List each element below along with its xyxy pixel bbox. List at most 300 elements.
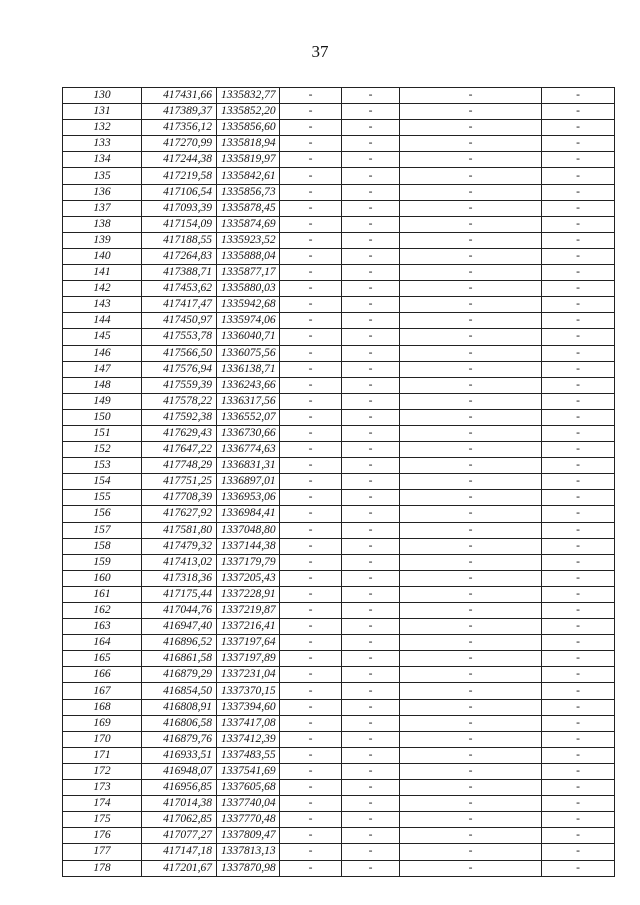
dash-cell: - <box>280 619 342 635</box>
y-coordinate-cell: 1337370,15 <box>217 683 280 699</box>
dash-cell: - <box>280 377 342 393</box>
point-number-cell: 131 <box>63 104 142 120</box>
x-coordinate-cell: 416948,07 <box>142 763 217 779</box>
dash-cell: - <box>280 409 342 425</box>
table-row <box>63 184 615 200</box>
point-number-cell: 149 <box>63 393 142 409</box>
dash-cell: - <box>542 683 615 699</box>
dash-cell: - <box>342 506 400 522</box>
dash-cell: - <box>280 458 342 474</box>
dash-cell: - <box>400 699 542 715</box>
table-row <box>63 522 615 538</box>
x-coordinate-cell: 417627,92 <box>142 506 217 522</box>
x-coordinate-cell: 416879,29 <box>142 667 217 683</box>
dash-cell: - <box>542 329 615 345</box>
point-number-cell: 173 <box>63 780 142 796</box>
x-coordinate-cell: 417592,38 <box>142 409 217 425</box>
point-number-cell: 146 <box>63 345 142 361</box>
point-number-cell: 167 <box>63 683 142 699</box>
y-coordinate-cell: 1335856,60 <box>217 120 280 136</box>
x-coordinate-cell: 417553,78 <box>142 329 217 345</box>
point-number-cell: 169 <box>63 715 142 731</box>
y-coordinate-cell: 1336730,66 <box>217 425 280 441</box>
dash-cell: - <box>342 329 400 345</box>
table-row <box>63 651 615 667</box>
point-number-cell: 144 <box>63 313 142 329</box>
x-coordinate-cell: 416947,40 <box>142 619 217 635</box>
dash-cell: - <box>542 361 615 377</box>
dash-cell: - <box>400 409 542 425</box>
dash-cell: - <box>542 667 615 683</box>
y-coordinate-cell: 1335877,17 <box>217 265 280 281</box>
table-row <box>63 265 615 281</box>
dash-cell: - <box>280 796 342 812</box>
y-coordinate-cell: 1337770,48 <box>217 812 280 828</box>
dash-cell: - <box>400 844 542 860</box>
dash-cell: - <box>400 248 542 264</box>
x-coordinate-cell: 417450,97 <box>142 313 217 329</box>
point-number-cell: 178 <box>63 860 142 876</box>
point-number-cell: 158 <box>63 538 142 554</box>
dash-cell: - <box>400 796 542 812</box>
dash-cell: - <box>280 425 342 441</box>
point-number-cell: 134 <box>63 152 142 168</box>
table-row <box>63 200 615 216</box>
dash-cell: - <box>342 796 400 812</box>
dash-cell: - <box>342 216 400 232</box>
dash-cell: - <box>280 442 342 458</box>
y-coordinate-cell: 1335852,20 <box>217 104 280 120</box>
y-coordinate-cell: 1335819,97 <box>217 152 280 168</box>
dash-cell: - <box>542 554 615 570</box>
dash-cell: - <box>280 780 342 796</box>
y-coordinate-cell: 1335942,68 <box>217 297 280 313</box>
table-row <box>63 860 615 876</box>
point-number-cell: 154 <box>63 474 142 490</box>
dash-cell: - <box>342 88 400 104</box>
point-number-cell: 165 <box>63 651 142 667</box>
table-row <box>63 104 615 120</box>
point-number-cell: 170 <box>63 731 142 747</box>
dash-cell: - <box>400 329 542 345</box>
y-coordinate-cell: 1336138,71 <box>217 361 280 377</box>
dash-cell: - <box>280 168 342 184</box>
dash-cell: - <box>280 265 342 281</box>
dash-cell: - <box>400 860 542 876</box>
table-row <box>63 313 615 329</box>
table-row <box>63 763 615 779</box>
table-body <box>63 88 615 877</box>
x-coordinate-cell: 417629,43 <box>142 425 217 441</box>
point-number-cell: 132 <box>63 120 142 136</box>
table-row <box>63 747 615 763</box>
x-coordinate-cell: 417077,27 <box>142 828 217 844</box>
dash-cell: - <box>342 377 400 393</box>
x-coordinate-cell: 417188,55 <box>142 232 217 248</box>
point-number-cell: 176 <box>63 828 142 844</box>
table-row <box>63 570 615 586</box>
table-row <box>63 297 615 313</box>
dash-cell: - <box>542 619 615 635</box>
dash-cell: - <box>542 248 615 264</box>
y-coordinate-cell: 1335832,77 <box>217 88 280 104</box>
point-number-cell: 171 <box>63 747 142 763</box>
dash-cell: - <box>342 393 400 409</box>
dash-cell: - <box>542 313 615 329</box>
table-row <box>63 538 615 554</box>
y-coordinate-cell: 1335878,45 <box>217 200 280 216</box>
x-coordinate-cell: 417201,67 <box>142 860 217 876</box>
x-coordinate-cell: 417044,76 <box>142 603 217 619</box>
dash-cell: - <box>542 699 615 715</box>
table-row <box>63 120 615 136</box>
dash-cell: - <box>342 474 400 490</box>
dash-cell: - <box>542 442 615 458</box>
y-coordinate-cell: 1337740,04 <box>217 796 280 812</box>
dash-cell: - <box>542 780 615 796</box>
table-row <box>63 554 615 570</box>
y-coordinate-cell: 1336953,06 <box>217 490 280 506</box>
y-coordinate-cell: 1337412,39 <box>217 731 280 747</box>
dash-cell: - <box>280 281 342 297</box>
y-coordinate-cell: 1336075,56 <box>217 345 280 361</box>
dash-cell: - <box>542 184 615 200</box>
dash-cell: - <box>400 281 542 297</box>
dash-cell: - <box>342 699 400 715</box>
x-coordinate-cell: 417318,36 <box>142 570 217 586</box>
y-coordinate-cell: 1337605,68 <box>217 780 280 796</box>
dash-cell: - <box>280 651 342 667</box>
table-row <box>63 88 615 104</box>
x-coordinate-cell: 417014,38 <box>142 796 217 812</box>
y-coordinate-cell: 1335888,04 <box>217 248 280 264</box>
point-number-cell: 156 <box>63 506 142 522</box>
x-coordinate-cell: 417264,83 <box>142 248 217 264</box>
dash-cell: - <box>342 442 400 458</box>
dash-cell: - <box>342 538 400 554</box>
dash-cell: - <box>342 619 400 635</box>
y-coordinate-cell: 1335842,61 <box>217 168 280 184</box>
point-number-cell: 135 <box>63 168 142 184</box>
x-coordinate-cell: 417576,94 <box>142 361 217 377</box>
dash-cell: - <box>280 88 342 104</box>
table-row <box>63 458 615 474</box>
dash-cell: - <box>400 345 542 361</box>
dash-cell: - <box>400 216 542 232</box>
dash-cell: - <box>400 152 542 168</box>
dash-cell: - <box>542 570 615 586</box>
page-number: 37 <box>311 42 329 61</box>
y-coordinate-cell: 1336243,66 <box>217 377 280 393</box>
dash-cell: - <box>342 184 400 200</box>
point-number-cell: 141 <box>63 265 142 281</box>
dash-cell: - <box>542 860 615 876</box>
dash-cell: - <box>542 281 615 297</box>
x-coordinate-cell: 417559,39 <box>142 377 217 393</box>
dash-cell: - <box>542 345 615 361</box>
y-coordinate-cell: 1337205,43 <box>217 570 280 586</box>
dash-cell: - <box>342 361 400 377</box>
point-number-cell: 151 <box>63 425 142 441</box>
y-coordinate-cell: 1337179,79 <box>217 554 280 570</box>
table-row <box>63 490 615 506</box>
dash-cell: - <box>342 844 400 860</box>
point-number-cell: 150 <box>63 409 142 425</box>
dash-cell: - <box>542 168 615 184</box>
table-row <box>63 474 615 490</box>
y-coordinate-cell: 1337813,13 <box>217 844 280 860</box>
dash-cell: - <box>400 667 542 683</box>
dash-cell: - <box>342 168 400 184</box>
table-row <box>63 442 615 458</box>
y-coordinate-cell: 1336774,63 <box>217 442 280 458</box>
x-coordinate-cell: 417244,38 <box>142 152 217 168</box>
dash-cell: - <box>342 683 400 699</box>
point-number-cell: 130 <box>63 88 142 104</box>
dash-cell: - <box>400 651 542 667</box>
table-row <box>63 603 615 619</box>
x-coordinate-cell: 417270,99 <box>142 136 217 152</box>
dash-cell: - <box>280 635 342 651</box>
dash-cell: - <box>400 522 542 538</box>
table-row <box>63 232 615 248</box>
dash-cell: - <box>342 586 400 602</box>
dash-cell: - <box>280 683 342 699</box>
table-row <box>63 796 615 812</box>
y-coordinate-cell: 1336552,07 <box>217 409 280 425</box>
x-coordinate-cell: 417479,32 <box>142 538 217 554</box>
x-coordinate-cell: 417106,54 <box>142 184 217 200</box>
x-coordinate-cell: 417751,25 <box>142 474 217 490</box>
y-coordinate-cell: 1337197,64 <box>217 635 280 651</box>
y-coordinate-cell: 1337541,69 <box>217 763 280 779</box>
dash-cell: - <box>280 120 342 136</box>
dash-cell: - <box>542 715 615 731</box>
dash-cell: - <box>280 136 342 152</box>
y-coordinate-cell: 1336317,56 <box>217 393 280 409</box>
y-coordinate-cell: 1335880,03 <box>217 281 280 297</box>
dash-cell: - <box>542 425 615 441</box>
table-row <box>63 506 615 522</box>
dash-cell: - <box>400 88 542 104</box>
x-coordinate-cell: 416896,52 <box>142 635 217 651</box>
dash-cell: - <box>280 522 342 538</box>
dash-cell: - <box>542 377 615 393</box>
point-number-cell: 160 <box>63 570 142 586</box>
y-coordinate-cell: 1336040,71 <box>217 329 280 345</box>
dash-cell: - <box>280 232 342 248</box>
y-coordinate-cell: 1336897,01 <box>217 474 280 490</box>
dash-cell: - <box>280 216 342 232</box>
x-coordinate-cell: 417219,58 <box>142 168 217 184</box>
dash-cell: - <box>342 281 400 297</box>
x-coordinate-cell: 417389,37 <box>142 104 217 120</box>
dash-cell: - <box>542 136 615 152</box>
point-number-cell: 172 <box>63 763 142 779</box>
y-coordinate-cell: 1337216,41 <box>217 619 280 635</box>
dash-cell: - <box>542 812 615 828</box>
x-coordinate-cell: 417154,09 <box>142 216 217 232</box>
point-number-cell: 138 <box>63 216 142 232</box>
dash-cell: - <box>542 747 615 763</box>
dash-cell: - <box>542 796 615 812</box>
point-number-cell: 162 <box>63 603 142 619</box>
dash-cell: - <box>280 152 342 168</box>
x-coordinate-cell: 417093,39 <box>142 200 217 216</box>
dash-cell: - <box>400 586 542 602</box>
dash-cell: - <box>542 458 615 474</box>
y-coordinate-cell: 1337483,55 <box>217 747 280 763</box>
dash-cell: - <box>280 860 342 876</box>
y-coordinate-cell: 1335874,69 <box>217 216 280 232</box>
dash-cell: - <box>400 104 542 120</box>
point-number-cell: 152 <box>63 442 142 458</box>
y-coordinate-cell: 1335856,73 <box>217 184 280 200</box>
table-row <box>63 667 615 683</box>
table-row <box>63 731 615 747</box>
table-row <box>63 152 615 168</box>
dash-cell: - <box>280 506 342 522</box>
table-row <box>63 216 615 232</box>
dash-cell: - <box>542 393 615 409</box>
point-number-cell: 175 <box>63 812 142 828</box>
x-coordinate-cell: 416854,50 <box>142 683 217 699</box>
table-row <box>63 425 615 441</box>
x-coordinate-cell: 417566,50 <box>142 345 217 361</box>
dash-cell: - <box>280 248 342 264</box>
dash-cell: - <box>280 313 342 329</box>
dash-cell: - <box>400 136 542 152</box>
dash-cell: - <box>542 763 615 779</box>
dash-cell: - <box>400 635 542 651</box>
table-row <box>63 281 615 297</box>
point-number-cell: 147 <box>63 361 142 377</box>
dash-cell: - <box>280 715 342 731</box>
dash-cell: - <box>280 393 342 409</box>
point-number-cell: 166 <box>63 667 142 683</box>
point-number-cell: 142 <box>63 281 142 297</box>
dash-cell: - <box>400 812 542 828</box>
coordinates-table <box>62 87 615 877</box>
dash-cell: - <box>542 522 615 538</box>
dash-cell: - <box>400 619 542 635</box>
dash-cell: - <box>342 297 400 313</box>
dash-cell: - <box>342 812 400 828</box>
dash-cell: - <box>342 747 400 763</box>
table-row <box>63 586 615 602</box>
dash-cell: - <box>400 200 542 216</box>
dash-cell: - <box>400 120 542 136</box>
dash-cell: - <box>400 506 542 522</box>
dash-cell: - <box>400 731 542 747</box>
point-number-cell: 140 <box>63 248 142 264</box>
dash-cell: - <box>542 152 615 168</box>
point-number-cell: 148 <box>63 377 142 393</box>
dash-cell: - <box>280 747 342 763</box>
point-number-cell: 145 <box>63 329 142 345</box>
table-row <box>63 699 615 715</box>
point-number-cell: 155 <box>63 490 142 506</box>
y-coordinate-cell: 1337870,98 <box>217 860 280 876</box>
dash-cell: - <box>342 651 400 667</box>
x-coordinate-cell: 416806,58 <box>142 715 217 731</box>
x-coordinate-cell: 417578,22 <box>142 393 217 409</box>
dash-cell: - <box>280 200 342 216</box>
dash-cell: - <box>542 603 615 619</box>
x-coordinate-cell: 417581,80 <box>142 522 217 538</box>
dash-cell: - <box>400 313 542 329</box>
point-number-cell: 177 <box>63 844 142 860</box>
dash-cell: - <box>400 361 542 377</box>
y-coordinate-cell: 1337197,89 <box>217 651 280 667</box>
dash-cell: - <box>342 409 400 425</box>
point-number-cell: 164 <box>63 635 142 651</box>
table-row <box>63 812 615 828</box>
dash-cell: - <box>280 104 342 120</box>
dash-cell: - <box>400 168 542 184</box>
y-coordinate-cell: 1335818,94 <box>217 136 280 152</box>
x-coordinate-cell: 416808,91 <box>142 699 217 715</box>
dash-cell: - <box>342 425 400 441</box>
dash-cell: - <box>280 184 342 200</box>
dash-cell: - <box>400 683 542 699</box>
dash-cell: - <box>342 763 400 779</box>
dash-cell: - <box>542 88 615 104</box>
dash-cell: - <box>400 828 542 844</box>
dash-cell: - <box>342 200 400 216</box>
dash-cell: - <box>280 329 342 345</box>
dash-cell: - <box>342 232 400 248</box>
dash-cell: - <box>280 844 342 860</box>
y-coordinate-cell: 1337231,04 <box>217 667 280 683</box>
x-coordinate-cell: 417431,66 <box>142 88 217 104</box>
dash-cell: - <box>342 860 400 876</box>
point-number-cell: 143 <box>63 297 142 313</box>
dash-cell: - <box>280 538 342 554</box>
dash-cell: - <box>400 184 542 200</box>
dash-cell: - <box>542 844 615 860</box>
dash-cell: - <box>280 361 342 377</box>
dash-cell: - <box>280 297 342 313</box>
dash-cell: - <box>342 458 400 474</box>
table-row <box>63 136 615 152</box>
table-row <box>63 248 615 264</box>
y-coordinate-cell: 1336984,41 <box>217 506 280 522</box>
y-coordinate-cell: 1336831,31 <box>217 458 280 474</box>
dash-cell: - <box>342 635 400 651</box>
y-coordinate-cell: 1337048,80 <box>217 522 280 538</box>
dash-cell: - <box>400 538 542 554</box>
table-row <box>63 168 615 184</box>
table-row <box>63 683 615 699</box>
dash-cell: - <box>342 731 400 747</box>
x-coordinate-cell: 416956,85 <box>142 780 217 796</box>
dash-cell: - <box>400 393 542 409</box>
table-row <box>63 377 615 393</box>
dash-cell: - <box>280 828 342 844</box>
table-row <box>63 844 615 860</box>
x-coordinate-cell: 417147,18 <box>142 844 217 860</box>
x-coordinate-cell: 417413,02 <box>142 554 217 570</box>
x-coordinate-cell: 417388,71 <box>142 265 217 281</box>
dash-cell: - <box>280 474 342 490</box>
dash-cell: - <box>400 474 542 490</box>
x-coordinate-cell: 416861,58 <box>142 651 217 667</box>
dash-cell: - <box>542 828 615 844</box>
table-row <box>63 409 615 425</box>
dash-cell: - <box>342 248 400 264</box>
dash-cell: - <box>342 345 400 361</box>
